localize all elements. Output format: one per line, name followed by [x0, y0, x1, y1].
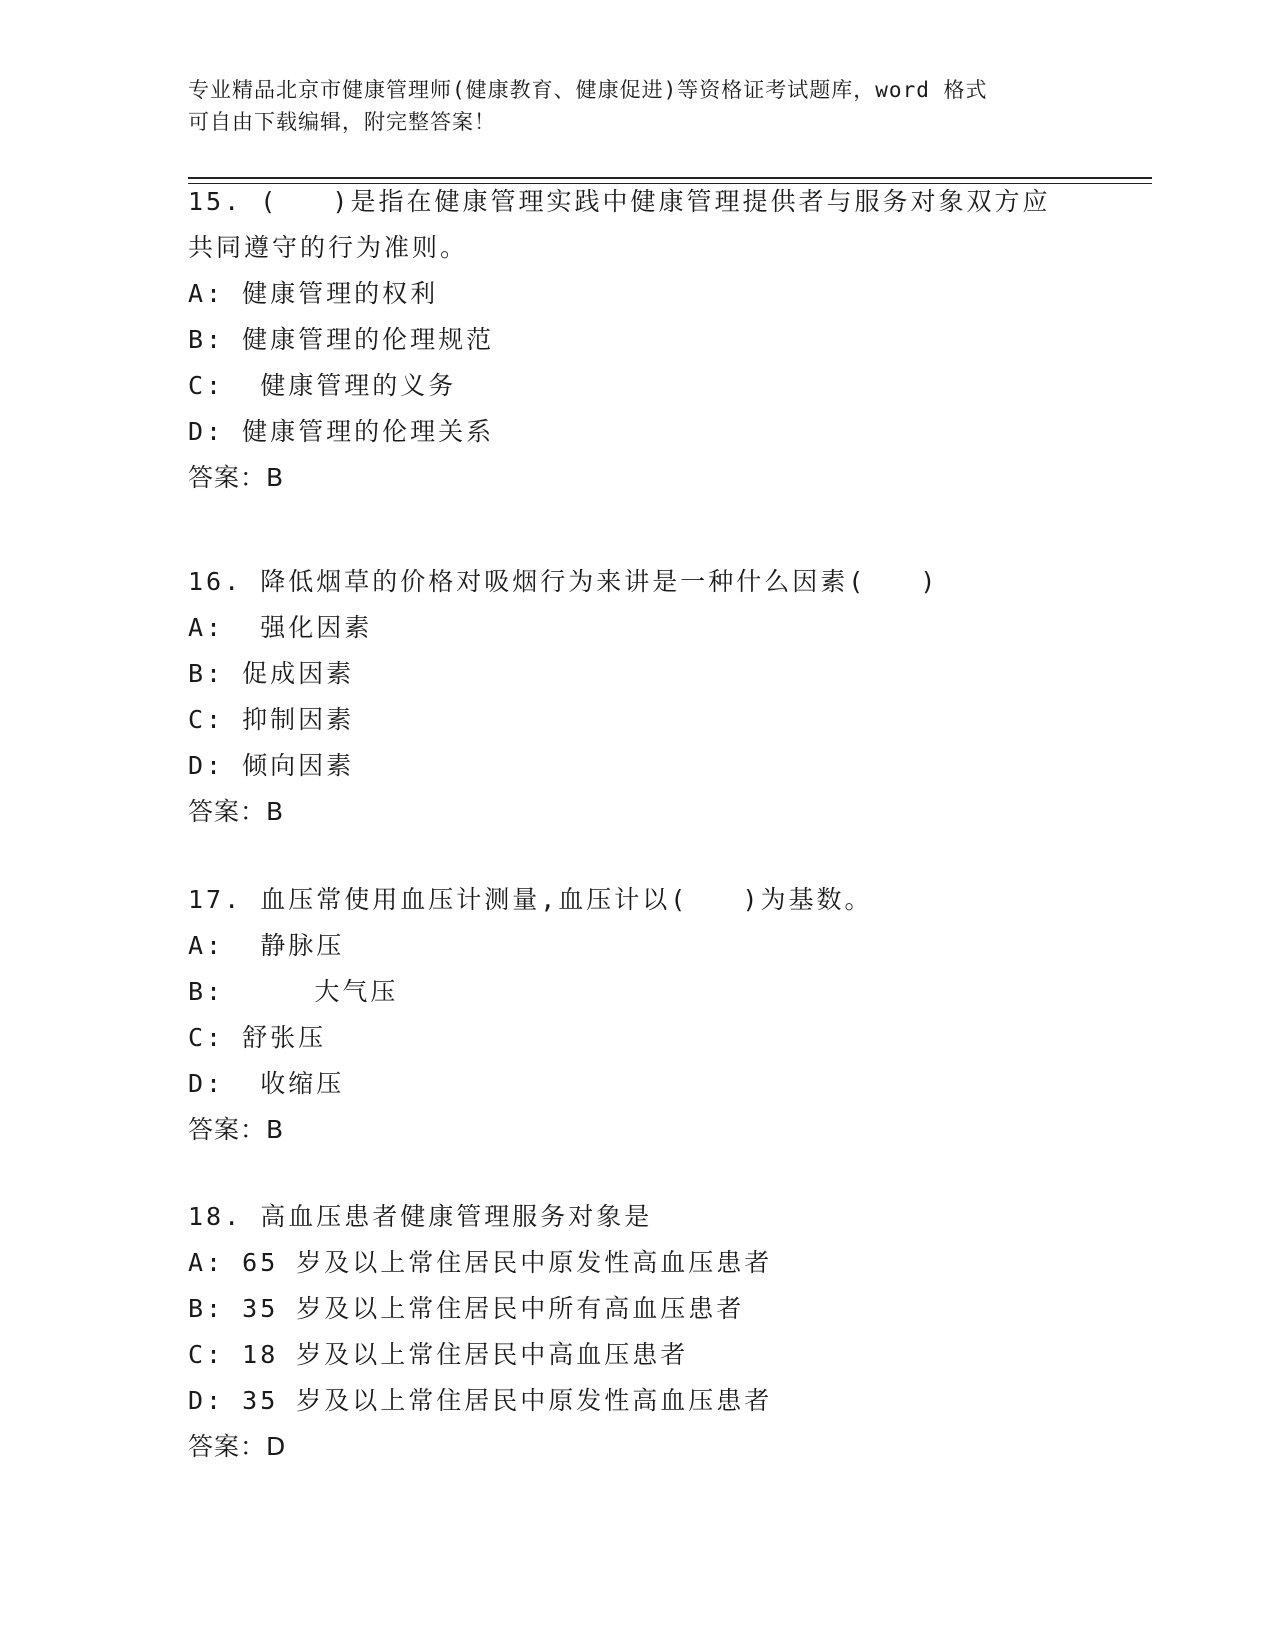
answer: 答案：B [188, 1115, 285, 1144]
question-stem-line: 15. ( )是指在健康管理实践中健康管理提供者与服务对象双方应 [188, 187, 1051, 216]
option-b: B: 大气压 [188, 977, 399, 1006]
option-b: B: 35 岁及以上常住居民中所有高血压患者 [188, 1294, 745, 1323]
question-17 [188, 877, 1088, 1153]
option-c: C: 18 岁及以上常住居民中高血压患者 [188, 1340, 689, 1369]
answer: 答案：D [188, 1432, 287, 1461]
question-16 [188, 559, 1088, 835]
header-line-1: 专业精品北京市健康管理师(健康教育、健康促进)等资格证考试题库，word 格式 [188, 78, 988, 102]
question-stem-line: 18. 高血压患者健康管理服务对象是 [188, 1202, 653, 1231]
option-d: D: 收缩压 [188, 1069, 345, 1098]
question-15 [188, 179, 1088, 501]
option-c: C: 健康管理的义务 [188, 371, 457, 400]
option-d: D: 35 岁及以上常住居民中原发性高血压患者 [188, 1386, 773, 1415]
question-stem-line: 17. 血压常使用血压计测量,血压计以( )为基数。 [188, 885, 873, 914]
option-a: A: 强化因素 [188, 613, 373, 642]
option-b: B: 促成因素 [188, 659, 355, 688]
option-c: C: 舒张压 [188, 1023, 327, 1052]
option-b: B: 健康管理的伦理规范 [188, 325, 495, 354]
option-d: D: 倾向因素 [188, 751, 355, 780]
header-line-2: 可自由下载编辑，附完整答案！ [188, 110, 496, 134]
question-18 [188, 1194, 1088, 1470]
option-a: A: 65 岁及以上常住居民中原发性高血压患者 [188, 1248, 773, 1277]
option-a: A: 健康管理的权利 [188, 279, 439, 308]
answer: 答案：B [188, 797, 285, 826]
document-header [188, 74, 1068, 138]
answer: 答案：B [188, 463, 285, 492]
option-d: D: 健康管理的伦理关系 [188, 417, 495, 446]
question-stem-line: 16. 降低烟草的价格对吸烟行为来讲是一种什么因素( ) [188, 567, 939, 596]
option-a: A: 静脉压 [188, 931, 345, 960]
option-c: C: 抑制因素 [188, 705, 355, 734]
question-stem-line: 共同遵守的行为准则。 [188, 233, 469, 262]
